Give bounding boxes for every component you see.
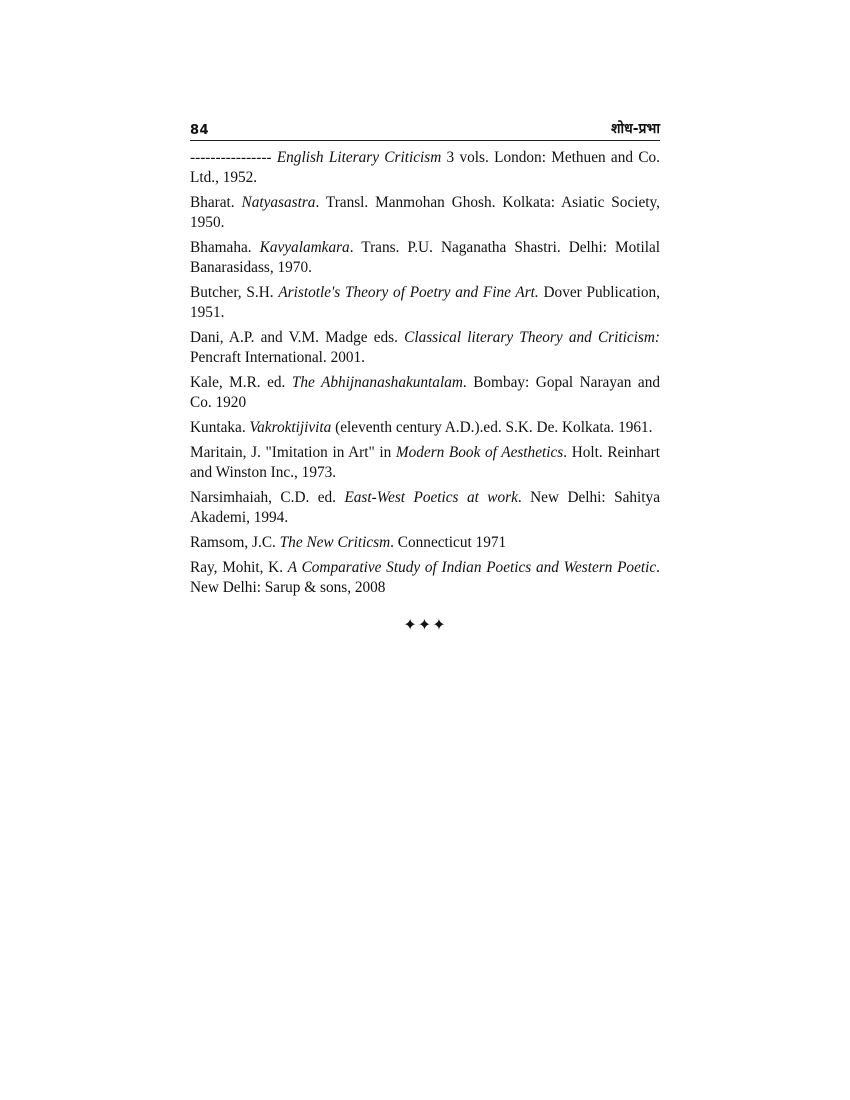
entry-title: Classical literary Theory and Criticism: <box>404 329 660 346</box>
entry-publication: . Transl. Manmohan Ghosh. Kolkata: Asiatic Society, 1950. <box>190 194 660 231</box>
entry-author: Ramsom, J.C. <box>190 534 280 551</box>
entry-title: The Abhijnanashakuntalam <box>291 374 463 391</box>
entry-author: Maritain, J. "Imitation in Art" in <box>190 444 396 461</box>
entry-publication: . Connecticut 1971 <box>390 534 507 551</box>
entry-publication: Dover Publication, 1951. <box>190 284 660 321</box>
bibliography-entry <box>190 283 660 323</box>
entry-author: Bharat. <box>190 194 242 211</box>
bibliography-entry <box>190 443 660 483</box>
bibliography-entry <box>190 148 660 188</box>
entry-title: A Comparative Study of Indian Poetics and Western Poetic <box>287 559 657 576</box>
bibliography-entry <box>190 418 660 438</box>
bibliography-entry <box>190 488 660 528</box>
running-title: शोध-प्रभा <box>610 121 660 137</box>
bibliography-entry <box>190 238 660 278</box>
entry-title: Vakroktijivita <box>249 419 332 436</box>
entry-publication: . Trans. P.U. Naganatha Shastri. Delhi: Motilal Banarasidass, 1970. <box>190 239 661 276</box>
page-number: 84 <box>190 123 210 138</box>
entry-publication: . Bombay: Gopal Narayan and Co. 1920 <box>190 374 660 411</box>
bibliography-entry <box>190 193 660 233</box>
entry-title: The New Criticsm <box>279 534 391 551</box>
entry-publication: . New Delhi: Sarup & sons, 2008 <box>190 559 660 596</box>
entry-author: Narsimhaiah, C.D. ed. <box>190 489 345 506</box>
bibliography-entry <box>190 373 660 413</box>
entry-author: Kuntaka. <box>190 419 250 436</box>
section-end-ornament: ✦✦✦ <box>403 615 447 634</box>
entry-title: Kavyalamkara <box>259 239 350 256</box>
entry-title: English Literary Criticism <box>276 149 442 166</box>
entry-publication: . Holt. Reinhart and Winston Inc., 1973. <box>190 444 660 481</box>
entry-title: Natyasastra <box>241 194 316 211</box>
entry-title: East-West Poetics at work <box>344 489 518 506</box>
page-body <box>190 116 660 634</box>
entry-author: Kale, M.R. ed. <box>190 374 292 391</box>
entry-author: Bhamaha. <box>190 239 260 256</box>
entry-publication: 3 vols. London: Methuen and Co. Ltd., 1952. <box>190 149 660 186</box>
page-header <box>190 116 660 141</box>
entry-author: Butcher, S.H. <box>190 284 279 301</box>
bibliography-entry <box>190 533 660 553</box>
entry-title: Modern Book of Aesthetics <box>395 444 564 461</box>
bibliography-list <box>190 148 660 598</box>
entry-author: ---------------- <box>190 149 277 166</box>
bibliography-entry <box>190 558 660 598</box>
entry-author: Ray, Mohit, K. <box>190 559 288 576</box>
entry-publication: Pencraft International. 2001. <box>190 349 366 366</box>
entry-author: Dani, A.P. and V.M. Madge eds. <box>190 329 405 346</box>
entry-publication: (eleventh century A.D.).ed. S.K. De. Kolkata. 1961. <box>331 419 653 436</box>
entry-publication: . New Delhi: Sahitya Akademi, 1994. <box>190 489 660 526</box>
bibliography-entry <box>190 328 660 368</box>
entry-title: Aristotle's Theory of Poetry and Fine Art. <box>278 284 539 301</box>
